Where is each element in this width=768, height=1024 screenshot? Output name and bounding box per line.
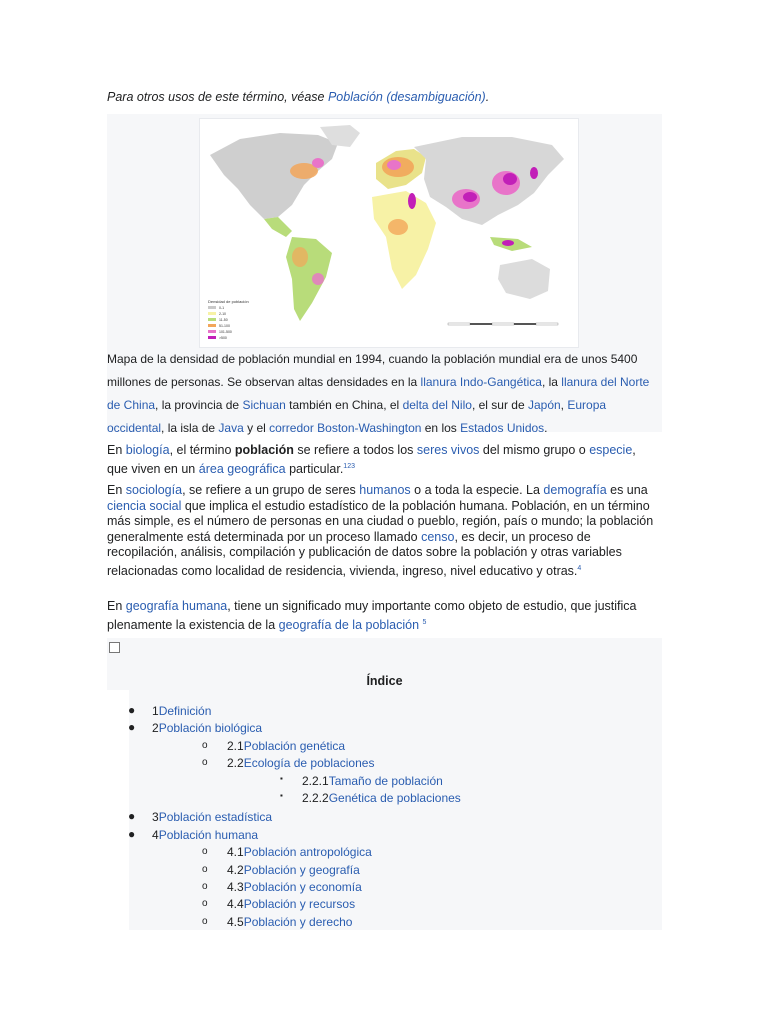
paragraph-sociologia bbox=[107, 483, 659, 579]
map-legend bbox=[208, 299, 249, 340]
inline-link[interactable]: geografía humana bbox=[125, 599, 228, 613]
legend-label: 2-10 bbox=[219, 312, 227, 316]
text-run: , la bbox=[541, 375, 562, 389]
toc-item-number: 4.5 bbox=[227, 914, 244, 929]
toc-item-link[interactable]: Población y economía bbox=[243, 879, 362, 894]
text-run: , que viven en un bbox=[107, 443, 636, 476]
toc-item-number: 1 bbox=[152, 704, 159, 718]
disc-bullet-icon: ● bbox=[128, 826, 136, 841]
toc-item[interactable] bbox=[107, 810, 662, 827]
toc-item-link[interactable]: Ecología de poblaciones bbox=[243, 756, 375, 771]
text-run: se refiere a todos los bbox=[293, 443, 417, 457]
inline-link[interactable]: especie bbox=[589, 443, 633, 457]
legend-label: 51-100 bbox=[219, 324, 230, 328]
legend-label: 11-50 bbox=[219, 318, 228, 322]
inline-link[interactable]: Japón bbox=[527, 398, 561, 412]
text-run: , bbox=[560, 398, 568, 412]
toc-list bbox=[107, 704, 662, 932]
text-run: , es decir, un proceso de recopilación, análisis, compilación y publicación de datos sobre la población y otras variables relacionadas como localidad de residencia, vivienda, ingreso, nivel educativo y otras. bbox=[107, 529, 622, 578]
inline-link[interactable]: área geográfica bbox=[198, 461, 286, 476]
circle-bullet-icon: o bbox=[202, 846, 208, 858]
paragraph-biologia bbox=[107, 443, 659, 477]
toc-item-link[interactable]: Población y recursos bbox=[243, 897, 356, 912]
toc-item-link[interactable]: Población antropológica bbox=[243, 845, 372, 860]
disc-bullet-icon: ● bbox=[128, 809, 136, 824]
toc-item[interactable] bbox=[107, 721, 662, 738]
toc-item[interactable] bbox=[107, 897, 662, 914]
bold-term: población bbox=[234, 443, 294, 457]
toc-item-link[interactable]: Población biológica bbox=[158, 721, 263, 736]
inline-link[interactable]: biología bbox=[125, 443, 170, 457]
circle-bullet-icon: o bbox=[202, 880, 208, 892]
inline-link[interactable]: llanura del Norte de China bbox=[107, 375, 650, 412]
figure-caption bbox=[107, 348, 659, 440]
inline-link[interactable]: corredor Boston-Washington bbox=[269, 421, 422, 435]
toc-item-number: 2.1 bbox=[227, 738, 244, 753]
text-run: particular. bbox=[285, 461, 344, 476]
toc-item-number: 2.2 bbox=[227, 756, 244, 771]
toc-item[interactable] bbox=[107, 915, 662, 932]
inline-link[interactable]: ciencia social bbox=[107, 498, 182, 513]
text-run: , tiene un significado muy importante como objeto de estudio, que justifica plenamente la existencia de la bbox=[107, 599, 637, 632]
legend-label: 101-500 bbox=[219, 330, 232, 334]
inline-link[interactable]: llanura Indo-Gangética bbox=[420, 375, 542, 389]
inline-link[interactable]: censo bbox=[421, 529, 455, 544]
text-run: también en China, el bbox=[285, 398, 403, 412]
toc-item-link[interactable]: Definición bbox=[158, 704, 212, 718]
toc-item-number: 4.2 bbox=[227, 862, 244, 877]
inline-link[interactable]: delta del Nilo bbox=[402, 398, 472, 412]
map-scale-bar bbox=[448, 323, 558, 325]
toc-item[interactable] bbox=[107, 791, 662, 808]
land-australia bbox=[498, 259, 550, 299]
inline-link[interactable]: geografía de la población bbox=[278, 617, 420, 632]
toc-item[interactable] bbox=[107, 756, 662, 773]
toc-item-link[interactable]: Población humana bbox=[158, 827, 259, 842]
toc-item-link[interactable]: Población genética bbox=[243, 738, 346, 753]
toc-item-link[interactable]: Genética de poblaciones bbox=[328, 790, 461, 805]
inline-link[interactable]: Europa occidental bbox=[107, 398, 607, 435]
toc-toggle-checkbox[interactable] bbox=[109, 642, 120, 653]
hatnote bbox=[107, 90, 489, 104]
text-run: del mismo grupo o bbox=[479, 443, 590, 457]
inline-link[interactable]: Sichuan bbox=[242, 398, 286, 412]
inline-link[interactable]: Java bbox=[218, 421, 244, 435]
circle-bullet-icon: o bbox=[202, 757, 208, 769]
land-central-america bbox=[264, 217, 292, 237]
text-run: y el bbox=[243, 421, 270, 435]
land-south-america bbox=[286, 237, 332, 321]
toc-item-link[interactable]: Población y derecho bbox=[243, 914, 353, 929]
circle-bullet-icon: o bbox=[202, 915, 208, 927]
circle-bullet-icon: o bbox=[202, 898, 208, 910]
toc-title: Índice bbox=[366, 674, 403, 688]
world-population-density-map bbox=[199, 118, 579, 348]
toc-item-number: 2 bbox=[152, 721, 159, 736]
text-run: que implica el estudio estadístico de la población humana. Población, en un término más simple, es el número de personas en una ciudad o pueblo, región, país o mundo; la población generalmente está determinada por un proceso llamado bbox=[107, 498, 654, 544]
text-run: , la isla de bbox=[161, 421, 219, 435]
inline-link[interactable]: seres vivos bbox=[416, 443, 480, 457]
legend-label: >500 bbox=[219, 336, 227, 340]
text-run: En bbox=[107, 443, 126, 457]
inline-link[interactable]: Estados Unidos bbox=[460, 421, 545, 435]
toc-item-number: 4.1 bbox=[227, 845, 244, 860]
text-run: en los bbox=[421, 421, 461, 435]
toc-item-number: 2.2.1 bbox=[302, 773, 329, 788]
land-asia bbox=[414, 137, 564, 225]
land-north-america bbox=[210, 133, 338, 219]
toc-item-link[interactable]: Población y geografía bbox=[243, 862, 360, 877]
toc-item-number: 4 bbox=[152, 827, 159, 842]
text-run: , el término bbox=[169, 443, 235, 457]
reference-superscript[interactable]: 5 bbox=[422, 618, 427, 626]
figure-box bbox=[107, 114, 662, 435]
map-landmasses bbox=[210, 125, 564, 321]
toc-item-link[interactable]: Población estadística bbox=[158, 810, 273, 825]
toc-item-number: 4.3 bbox=[227, 879, 244, 894]
inline-link[interactable]: sociología bbox=[125, 483, 183, 497]
text-run: , se refiere a un grupo de seres bbox=[182, 483, 360, 497]
square-bullet-icon: ▪ bbox=[280, 773, 283, 783]
text-run: es una bbox=[606, 483, 648, 497]
hatnote-link[interactable]: Población (desambiguación) bbox=[327, 90, 486, 104]
text-run: Mapa de la densidad de población mundial en 1994, cuando la población mundial era de unos 5400 millones de personas. Se observan altas densidades en la bbox=[107, 352, 638, 389]
text-run: , la provincia de bbox=[155, 398, 243, 412]
toc-item[interactable] bbox=[107, 845, 662, 862]
inline-link[interactable]: demografía bbox=[543, 483, 607, 497]
circle-bullet-icon: o bbox=[202, 863, 208, 875]
hatnote-suffix: . bbox=[485, 90, 490, 104]
land-africa bbox=[372, 191, 436, 289]
toc-item-link[interactable]: Tamaño de población bbox=[328, 773, 443, 788]
disc-bullet-icon: ● bbox=[128, 703, 136, 717]
paragraph-geografia bbox=[107, 599, 659, 633]
toc-item[interactable] bbox=[107, 739, 662, 756]
toc-item[interactable] bbox=[107, 828, 662, 845]
disc-bullet-icon: ● bbox=[128, 720, 136, 735]
text-run: . bbox=[544, 421, 548, 435]
legend-label: 0-1 bbox=[219, 306, 225, 310]
square-bullet-icon: ▪ bbox=[280, 790, 283, 800]
toc-item[interactable] bbox=[107, 774, 662, 791]
text-run: o a toda la especie. La bbox=[410, 483, 544, 497]
toc-item-number: 4.4 bbox=[227, 897, 244, 912]
toc-item-number: 2.2.2 bbox=[302, 790, 329, 805]
inline-link[interactable]: humanos bbox=[359, 483, 411, 497]
text-run: , el sur de bbox=[471, 398, 528, 412]
toc-item[interactable] bbox=[107, 704, 662, 721]
hatnote-prefix: Para otros usos de este término, véase bbox=[107, 90, 328, 104]
circle-bullet-icon: o bbox=[202, 739, 208, 751]
text-run: En bbox=[107, 483, 126, 497]
reference-superscript[interactable]: 4 bbox=[577, 564, 582, 572]
legend-title: Densidad de población bbox=[208, 299, 249, 304]
reference-superscript[interactable]: 123 bbox=[343, 462, 355, 470]
toc-item[interactable] bbox=[107, 880, 662, 897]
text-run: En bbox=[107, 599, 126, 613]
toc-item[interactable] bbox=[107, 863, 662, 880]
toc-item-number: 3 bbox=[152, 810, 159, 825]
table-of-contents bbox=[107, 638, 662, 930]
